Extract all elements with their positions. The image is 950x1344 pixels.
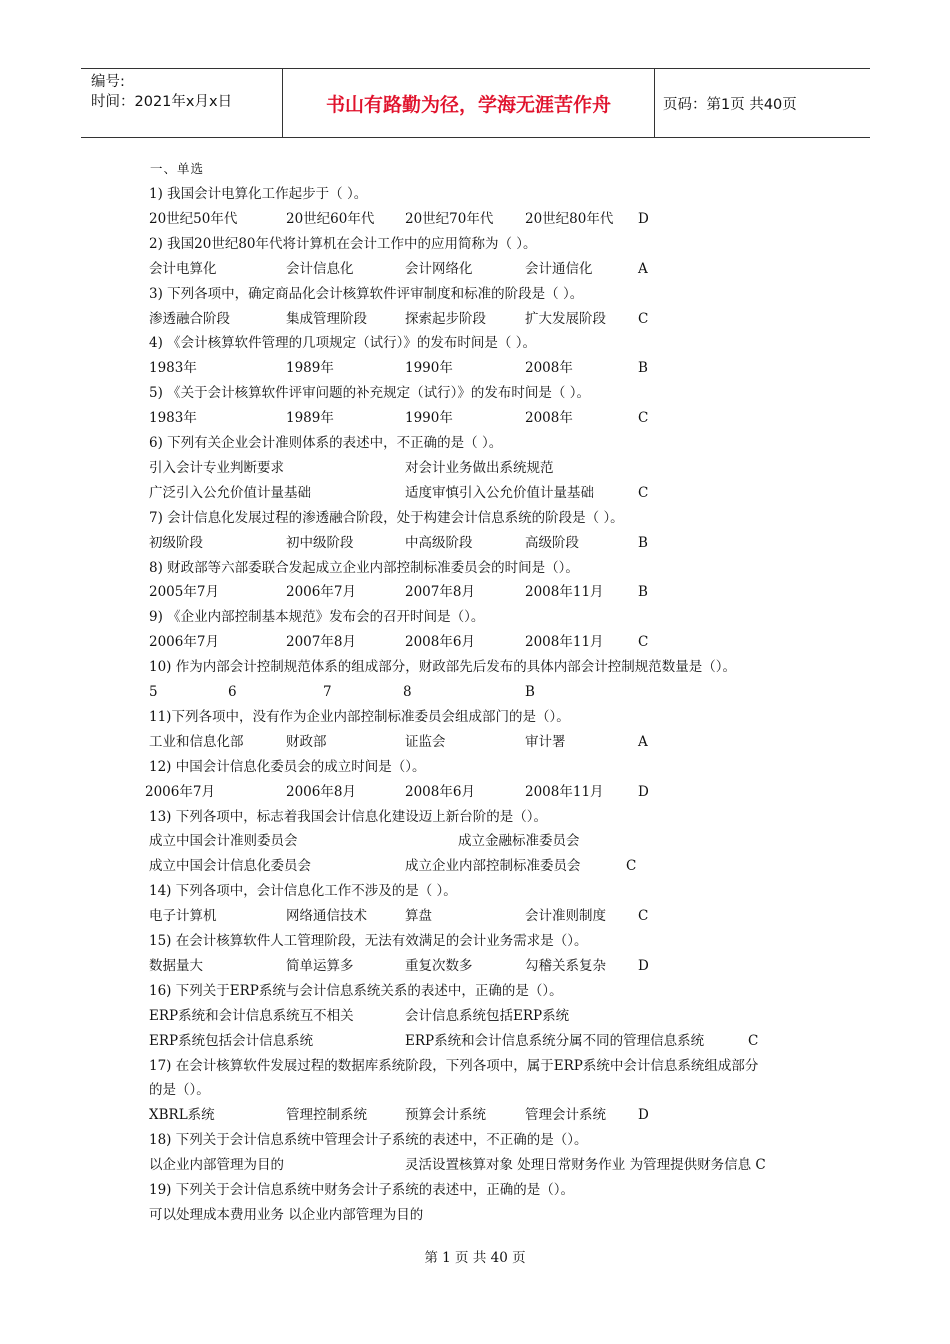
answer-key: C xyxy=(638,310,649,327)
option-text: 2008年6月 xyxy=(405,634,475,651)
option-text: XBRL系统 xyxy=(149,1107,215,1124)
option-text: 2008年11月 xyxy=(525,634,604,651)
answer-key: D xyxy=(638,1107,649,1124)
option-text: 算盘 xyxy=(405,908,432,925)
answer-key: B xyxy=(638,360,648,377)
answer-key: D xyxy=(638,957,649,974)
question-text: 9) 《企业内部控制基本规范》发布会的召开时间是（）。 xyxy=(149,609,485,626)
option-text: 广泛引入公允价值计量基础 xyxy=(149,484,311,501)
answer-key: C xyxy=(638,410,649,427)
question-text: 可以处理成本费用业务 以企业内部管理为目的 xyxy=(149,1206,424,1223)
option-text: 5 xyxy=(149,684,158,700)
section-title: 一、单选 xyxy=(150,161,205,176)
question-text: 5) 《关于会计核算软件评审问题的补充规定（试行）》的发布时间是（ ）。 xyxy=(149,385,590,402)
document-time-label: 时间：2021年x月x日 xyxy=(91,94,233,110)
option-text: 电子计算机 xyxy=(149,908,217,925)
answer-key: C xyxy=(638,634,649,651)
option-text: 以企业内部管理为目的 xyxy=(149,1157,284,1174)
option-text: 工业和信息化部 xyxy=(149,733,244,750)
option-text: 1990年 xyxy=(405,360,453,377)
option-text: 成立中国会计准则委员会 xyxy=(149,833,298,850)
option-text: 勾稽关系复杂 xyxy=(525,957,606,974)
question-text: 18) 下列关于会计信息系统中管理会计子系统的表述中，不正确的是（）。 xyxy=(149,1132,588,1149)
option-text: ERP系统和会计信息系统分属不同的管理信息系统 xyxy=(405,1032,705,1049)
answer-key: B xyxy=(638,534,648,551)
option-text: 会计通信化 xyxy=(525,260,593,277)
option-text: ERP系统和会计信息系统互不相关 xyxy=(149,1007,354,1024)
option-text: 2006年8月 xyxy=(286,783,356,800)
answer-key: C xyxy=(638,908,649,925)
option-text: 管理会计系统 xyxy=(525,1107,606,1124)
answer-key: C xyxy=(748,1032,759,1049)
option-text: 2005年7月 xyxy=(149,584,219,601)
answer-key: D xyxy=(638,783,649,800)
option-text: 网络通信技术 xyxy=(286,908,367,925)
option-text: 高级阶段 xyxy=(525,534,579,551)
option-text: 会计信息化 xyxy=(286,260,354,277)
option-text: 初级阶段 xyxy=(149,534,203,551)
option-text: 会计准则制度 xyxy=(525,908,606,925)
option-text: 2006年7月 xyxy=(149,634,219,651)
question-text: 13) 下列各项中，标志着我国会计信息化建设迈上新台阶的是（）。 xyxy=(149,808,547,825)
option-text: ERP系统包括会计信息系统 xyxy=(149,1032,314,1049)
option-text: 2007年8月 xyxy=(405,584,475,601)
option-text: 成立中国会计信息化委员会 xyxy=(149,858,311,875)
question-text: 17) 在会计核算软件发展过程的数据库系统阶段，下列各项中，属于ERP系统中会计信息系统组成部分 xyxy=(149,1057,759,1074)
answer-key: A xyxy=(638,733,648,750)
option-text: 中高级阶段 xyxy=(405,534,473,551)
option-text: 审计署 xyxy=(525,733,566,750)
answer-key: D xyxy=(638,210,649,227)
question-text: 8) 财政部等六部委联合发起成立企业内部控制标准委员会的时间是（）。 xyxy=(149,559,579,576)
answer-key: C xyxy=(638,484,649,501)
option-text: 探索起步阶段 xyxy=(405,310,486,327)
option-text: 预算会计系统 xyxy=(405,1107,486,1124)
option-text: 2008年11月 xyxy=(525,584,604,601)
question-text: 14) 下列各项中，会计信息化工作不涉及的是（ ）。 xyxy=(149,883,457,900)
option-text: 20世纪50年代 xyxy=(149,210,238,227)
option-text: 对会计业务做出系统规范 xyxy=(405,459,554,476)
option-text: 引入会计专业判断要求 xyxy=(149,459,284,476)
option-text: 重复次数多 xyxy=(405,957,473,974)
question-text: 16) 下列关于ERP系统与会计信息系统关系的表述中，正确的是（）。 xyxy=(149,982,563,999)
option-text: 会计网络化 xyxy=(405,260,473,277)
option-text: 2008年 xyxy=(525,410,573,427)
option-text: 1989年 xyxy=(286,360,334,377)
header-motto: 书山有路勤为径，学海无涯苦作舟 xyxy=(283,69,655,137)
question-text: 6) 下列有关企业会计准则体系的表述中，不正确的是（ ）。 xyxy=(149,435,503,451)
answer-key: B xyxy=(638,584,648,601)
header-page-number: 页码：第1页 共40页 xyxy=(663,96,797,113)
option-text: 6 xyxy=(228,684,237,700)
question-text: 15) 在会计核算软件人工管理阶段，无法有效满足的会计业务需求是（）。 xyxy=(149,933,588,949)
header-left-cell xyxy=(81,69,283,137)
page-footer: 第 1 页 共 40 页 xyxy=(424,1250,526,1266)
question-text: 3) 下列各项中，确定商品化会计核算软件评审制度和标准的阶段是（ ）。 xyxy=(149,285,584,302)
option-text: 证监会 xyxy=(405,733,446,750)
option-text: 灵活设置核算对象 处理日常财务作业 为管理提供财务信息 C xyxy=(405,1157,766,1174)
option-text: 2006年7月 xyxy=(145,783,215,800)
option-text: 2008年 xyxy=(525,360,573,377)
question-text: 19) 下列关于会计信息系统中财务会计子系统的表述中，正确的是（）。 xyxy=(149,1182,574,1198)
option-text: 2007年8月 xyxy=(286,634,356,651)
option-text: 1983年 xyxy=(149,360,197,377)
answer-key: C xyxy=(626,858,637,875)
option-text: 1989年 xyxy=(286,410,334,427)
document-number-label: 编号: xyxy=(91,74,125,90)
option-text: 扩大发展阶段 xyxy=(525,310,606,327)
question-text: 2) 我国20世纪80年代将计算机在会计工作中的应用简称为（ ）。 xyxy=(149,235,537,252)
question-text: 11)下列各项中，没有作为企业内部控制标准委员会组成部门的是（）。 xyxy=(149,708,570,725)
option-text: 20世纪80年代 xyxy=(525,210,614,227)
answer-key: A xyxy=(638,260,648,277)
option-text: 简单运算多 xyxy=(286,957,354,974)
option-text: 2008年11月 xyxy=(525,783,604,800)
option-text: 渗透融合阶段 xyxy=(149,310,230,327)
option-text: 数据量大 xyxy=(149,957,203,974)
option-text: 1990年 xyxy=(405,410,453,427)
option-text: 成立企业内部控制标准委员会 xyxy=(405,858,581,875)
option-text: 20世纪70年代 xyxy=(405,210,494,227)
option-text: 会计信息系统包括ERP系统 xyxy=(405,1007,570,1024)
question-text: 7) 会计信息化发展过程的渗透融合阶段，处于构建会计信息系统的阶段是（ ）。 xyxy=(149,509,624,526)
answer-key: B xyxy=(525,684,535,700)
option-text: 20世纪60年代 xyxy=(286,210,375,227)
option-text: 8 xyxy=(403,684,412,700)
option-text: 集成管理阶段 xyxy=(286,310,367,327)
page-header xyxy=(81,68,870,138)
option-text: 成立金融标准委员会 xyxy=(458,833,580,850)
question-text: 的是（）。 xyxy=(149,1082,210,1099)
option-text: 财政部 xyxy=(286,733,327,750)
option-text: 2006年7月 xyxy=(286,584,356,601)
option-text: 初中级阶段 xyxy=(286,534,354,551)
option-text: 会计电算化 xyxy=(149,260,217,277)
question-text: 1) 我国会计电算化工作起步于（ ）。 xyxy=(149,186,368,202)
question-text: 4) 《会计核算软件管理的几项规定（试行）》的发布时间是（ ）。 xyxy=(149,335,536,352)
option-text: 1983年 xyxy=(149,410,197,427)
question-text: 12) 中国会计信息化委员会的成立时间是（）。 xyxy=(149,758,426,775)
option-text: 7 xyxy=(323,684,332,700)
option-text: 适度审慎引入公允价值计量基础 xyxy=(405,484,594,501)
question-text: 10) 作为内部会计控制规范体系的组成部分，财政部先后发布的具体内部会计控制规范数量是（）。 xyxy=(149,659,736,676)
option-text: 管理控制系统 xyxy=(286,1107,367,1124)
option-text: 2008年6月 xyxy=(405,783,475,800)
